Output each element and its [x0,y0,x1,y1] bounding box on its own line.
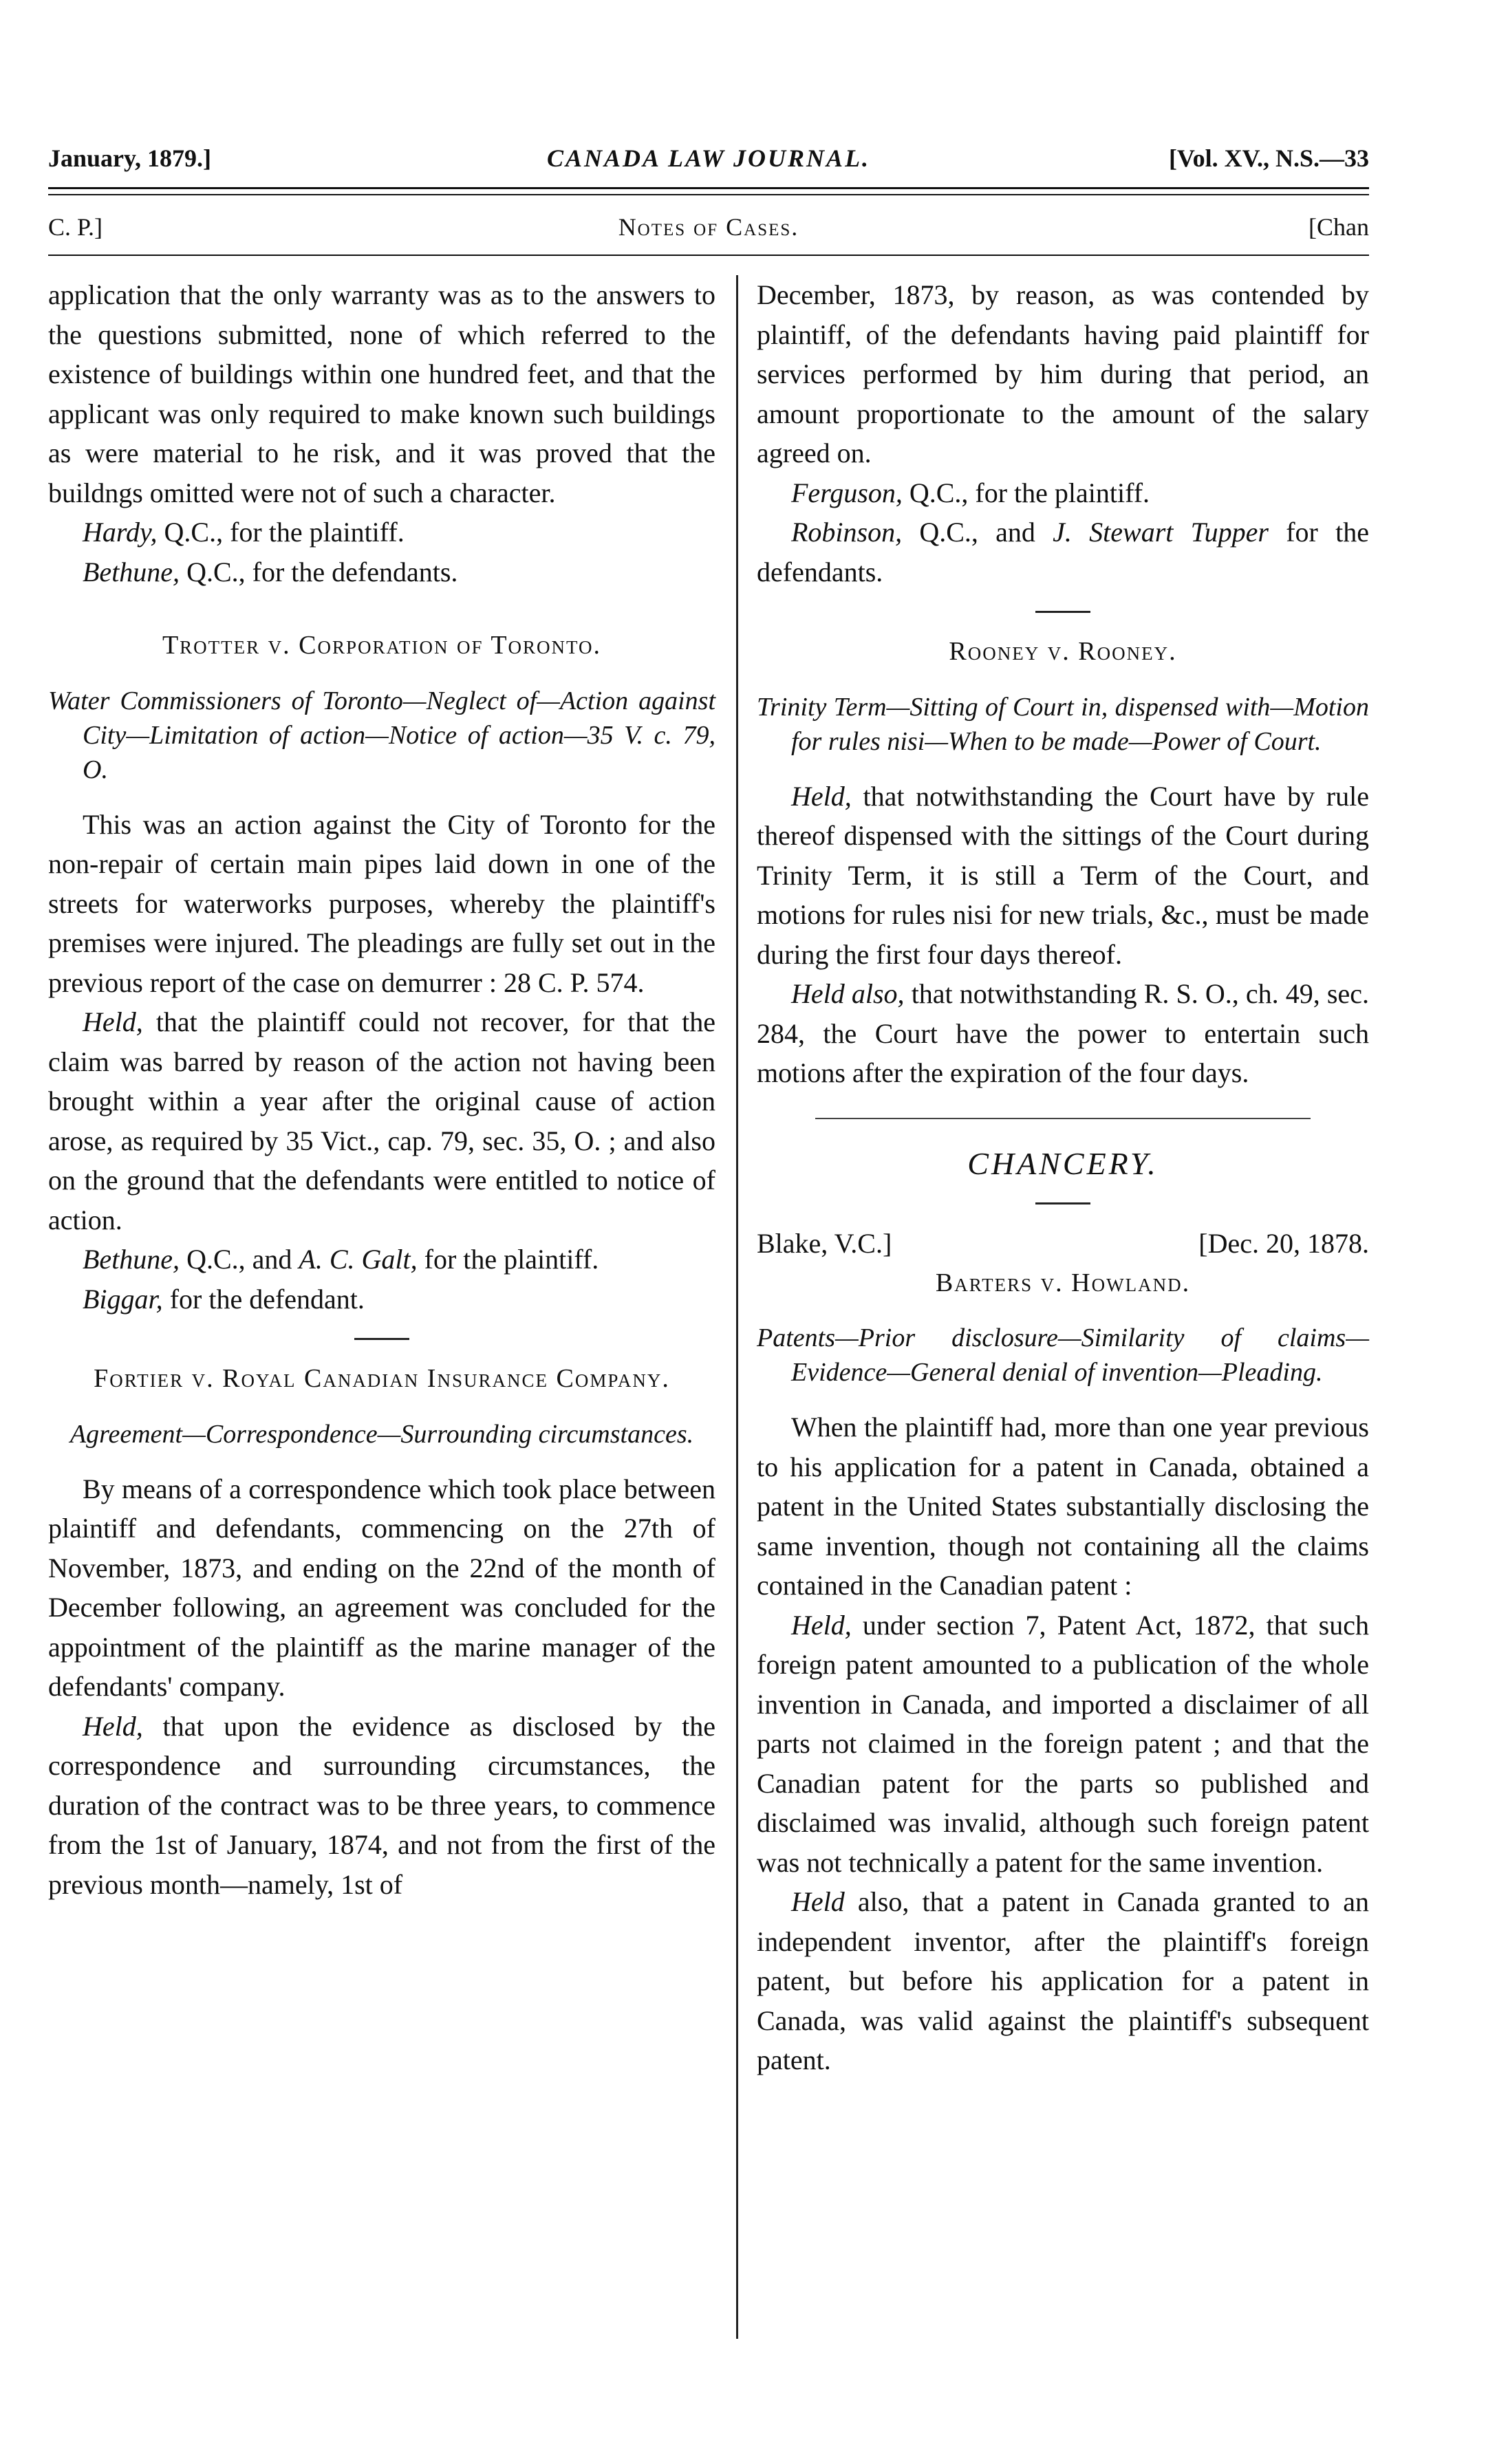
subhead-rule [48,255,1369,256]
counsel-role: Q.C., for the plaintiff. [902,477,1150,508]
subhead-right: [Chan [1309,213,1369,241]
counsel-line [48,512,715,552]
journal-title: CANADA LAW JOURNAL. [546,144,871,172]
left-column [48,275,715,1904]
case-holding [48,1002,715,1240]
counsel-joiner: Q.C., and [902,517,1053,548]
case-catchwords: Agreement—Correspondence—Surrounding circumstances. [69,1419,694,1449]
counsel-line [757,512,1369,592]
counsel-role: for the defendants. [757,517,1369,587]
case-title: Barters v. Howland. [935,1268,1191,1297]
held-text: that notwithstanding the Court have by rule thereof dispensed with the sittings of the Court during Trinity Term, it is still a Term of the Court, and motions for rules nisi for new trials, &c., must be made during the first four days thereof. [757,780,1369,970]
counsel-name: A. C. Galt, [299,1244,418,1275]
case-holding [757,1882,1369,2080]
header-rule [48,187,1369,189]
case-separator [1035,611,1090,613]
held-text: that upon the evidence as disclosed by the correspondence and surrounding circumstances, the duration of the contract was to be three years, to commence from the 1st of January, 1874, and not from the first of the previous month—namely, 1st of [48,1710,715,1900]
case-holding [757,1606,1369,1883]
counsel-name: Bethune, [83,556,180,587]
section-subhead [48,206,1369,248]
counsel-role: for the plaintiff. [417,1244,599,1275]
subhead-left: C. P.] [48,213,103,241]
case-title: Trotter v. Corporation of Toronto. [162,631,602,660]
case-title: Rooney v. Rooney. [949,637,1177,666]
counsel-role: for the defendant. [162,1283,365,1315]
case-body: This was an action against the City of Toronto for the non-repair of certain main pipes laid down in one of the streets for waterworks purposes, whereby the plaintiff's premises were injured. The pleadings are fully set out in the previous report of the case on demurrer : 28 C. P. 574. [48,808,715,998]
running-head [48,138,1369,179]
counsel-name: Ferguson, [791,477,903,508]
case-holding [48,1707,715,1905]
case-catchwords: Water Commissioners of Toronto—Neglect of—Action against City—Limitation of action—Notice of action—35 V. c. 79, O. [48,686,715,784]
counsel-line [48,1240,715,1279]
continuation-paragraph: application that the only warranty was as to the answers to the questions submitted, none of which referred to the existence of buildings within one hundred feet, and that the applicant was only required to make known such buildings as were material to he risk, and it was proved that the buildngs omitted were not of such a character. [48,279,715,508]
counsel-line [48,1279,715,1319]
counsel-name: Robinson, [791,517,903,548]
heading-separator [1035,1202,1090,1204]
held-text: that the plaintiff could not recover, for that the claim was barred by reason of the action not having been brought within a year after the original cause of action arose, as required by 35 Vict., cap. 79, sec. 35, O. ; and also on the ground that the defendants were entitled to notice of action. [48,1006,715,1235]
counsel-role: Q.C., for the plaintiff. [157,517,405,548]
issue-date: January, 1879.] [48,144,212,172]
counsel-name: Biggar, [83,1283,163,1315]
court-judge: Blake, V.C.] [757,1228,892,1259]
case-catchwords: Trinity Term—Sitting of Court in, dispensed with—Motion for rules nisi—When to be made—Power of Court. [757,692,1369,756]
held-label: Held, [83,1710,143,1742]
section-rule [815,1118,1311,1119]
counsel-name: J. Stewart Tupper [1053,517,1269,548]
counsel-line [48,552,715,592]
counsel-line [757,473,1369,513]
held-label: Held, [791,1609,852,1641]
subhead-center: Notes of Cases. [618,213,799,241]
counsel-name: Bethune, [83,1244,180,1275]
case-title: Fortier v. Royal Canadian Insurance Company. [94,1364,670,1393]
case-catchwords: Patents—Prior disclosure—Similarity of claims—Evidence—General denial of invention—Pleading. [757,1323,1369,1387]
header-rule-thin [48,194,1369,195]
case-holding [757,777,1369,975]
held-label: Held [791,1886,845,1917]
court-line [757,1224,1369,1264]
held-text: that notwithstanding R. S. O., ch. 49, sec. 284, the Court have the power to entertain such motions after the expiration of the four days. [757,978,1369,1088]
held-text: under section 7, Patent Act, 1872, that such foreign patent amounted to a publication of the whole invention in Canada, and imported a disclaimer of all parts not claimed in the foreign patent ; and that the Canadian patent for the parts so published and disclaimed was invalid, although such foreign patent was not technically a patent for the same invention. [757,1609,1369,1878]
court-date: [Dec. 20, 1878. [1198,1228,1369,1259]
held-label: Held also, [791,978,905,1009]
counsel-joiner: Q.C., and [180,1244,299,1275]
right-column [757,275,1369,2080]
continuation-paragraph: December, 1873, by reason, as was contended by plaintiff, of the defendants having paid plaintiff for services performed by him during that period, an amount proportionate to the amount of the salary agreed on. [757,279,1369,468]
case-holding [757,974,1369,1093]
case-body: By means of a correspondence which took place between plaintiff and defendants, commencing on the 27th of November, 1873, and ending on the 22nd of the month of December following, an agreement was concluded for the appointment of the plaintiff as the marine manager of the defendants' company. [48,1473,715,1702]
held-text: also, that a patent in Canada granted to an independent inventor, after the plaintiff's foreign patent, but before his application for a patent in Canada, was valid against the plaintiff's subsequent patent. [757,1886,1369,2075]
case-separator [354,1338,409,1340]
counsel-role: Q.C., for the defendants. [180,556,458,587]
held-label: Held, [83,1006,143,1037]
held-label: Held, [791,780,852,812]
section-heading: CHANCERY. [967,1145,1159,1181]
case-body: When the plaintiff had, more than one year previous to his application for a patent in Canada, obtained a patent in the United States substantially disclosing the same invention, though not containing all the claims contained in the Canadian patent : [757,1412,1369,1601]
column-divider [736,275,738,2339]
counsel-name: Hardy, [83,517,158,548]
volume-page: [Vol. XV., N.S.—33 [1168,144,1369,172]
